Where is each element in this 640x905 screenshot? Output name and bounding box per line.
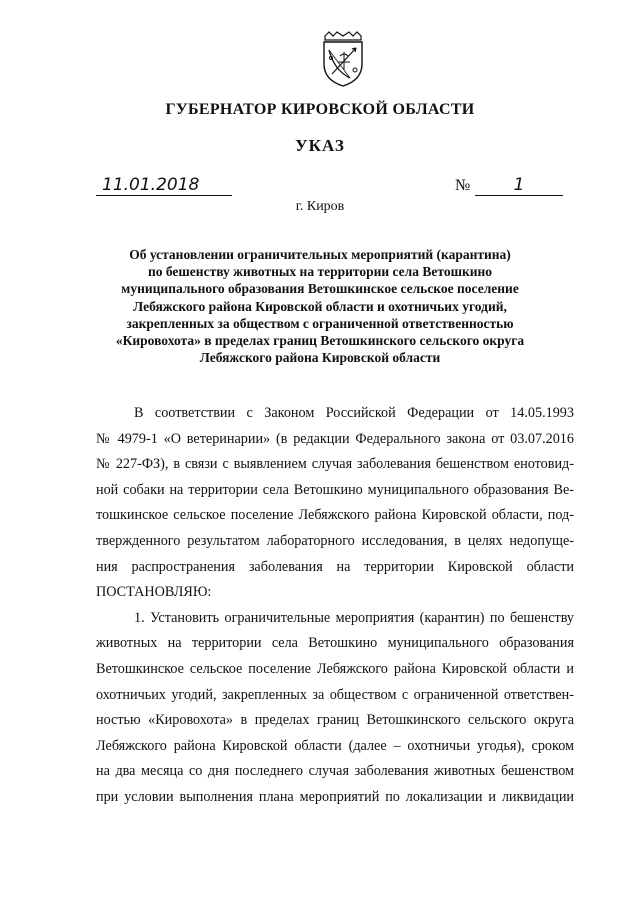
clause-line: Ветошкинское сельское поселение Лебяжского района Кировской области и: [96, 660, 574, 677]
title-line: Лебяжского района Кировской области: [199, 350, 441, 366]
title-line: муниципального образования Ветошкинское сельское поселение: [121, 281, 519, 297]
clause-line: Лебяжского района Кировской области (далее – охотничьи угодья), сроком: [96, 737, 574, 754]
preamble-line: ния распространения заболевания на территории Кировской области: [96, 558, 574, 575]
title-line: «Кировохота» в пределах границ Ветошкинского сельского округа: [115, 333, 525, 349]
preamble-line: тошкинское сельское поселение Лебяжского района Кировской области, под-: [96, 507, 574, 524]
document-title: [96, 246, 544, 366]
document-date: 11.01.2018: [96, 175, 232, 196]
clause-line: 1. Установить ограничительные мероприятия (карантин) по бешенству: [134, 609, 574, 626]
clause-line: на два месяца со дня последнего случая заболевания животных бешенством: [96, 763, 574, 780]
document-type: УКАЗ: [295, 136, 345, 155]
clause-line: животных на территории села Ветошкино муниципального образования: [96, 635, 574, 652]
decree-keyword: ПОСТАНОВЛЯЮ:: [96, 584, 212, 601]
title-line: Лебяжского района Кировской области и охотничьих угодий,: [133, 298, 507, 314]
preamble-line: В соответствии с Законом Российской Федерации от 14.05.1993: [134, 405, 574, 421]
title-line: Об установлении ограничительных мероприятий (карантина): [129, 247, 511, 262]
preamble-line: № 4979-1 «О ветеринарии» (в редакции Федерального закона от 03.07.2016: [96, 430, 574, 447]
kirov-coat-of-arms-icon: [320, 30, 366, 88]
number-label: №: [455, 177, 471, 194]
title-line: закрепленных за обществом с ограниченной ответственностью: [126, 315, 514, 331]
title-line: по бешенству животных на территории села Ветошкино: [147, 264, 493, 280]
issue-city: г. Киров: [295, 199, 345, 214]
issuing-authority: ГУБЕРНАТОР КИРОВСКОЙ ОБЛАСТИ: [165, 101, 475, 118]
document-number: 1: [475, 175, 563, 196]
clause-line: охотничьих угодий, закрепленных за обществом с ограниченной ответствен-: [96, 686, 574, 703]
preamble-line: ной собаки на территории села Ветошкино муниципального образования Ве-: [96, 481, 574, 498]
preamble-line: твержденного результатом лабораторного исследования, в целях недопуще-: [96, 532, 574, 549]
preamble-line: № 227-ФЗ), в связи с выявлением случая заболевания бешенством енотовид-: [96, 456, 574, 473]
clause-line: при условии выполнения плана мероприятий по локализации и ликвидации: [96, 788, 574, 805]
clause-line: ностью «Кировохота» в пределах границ Ветошкинского сельского округа: [96, 712, 574, 729]
document-body: [96, 401, 574, 811]
